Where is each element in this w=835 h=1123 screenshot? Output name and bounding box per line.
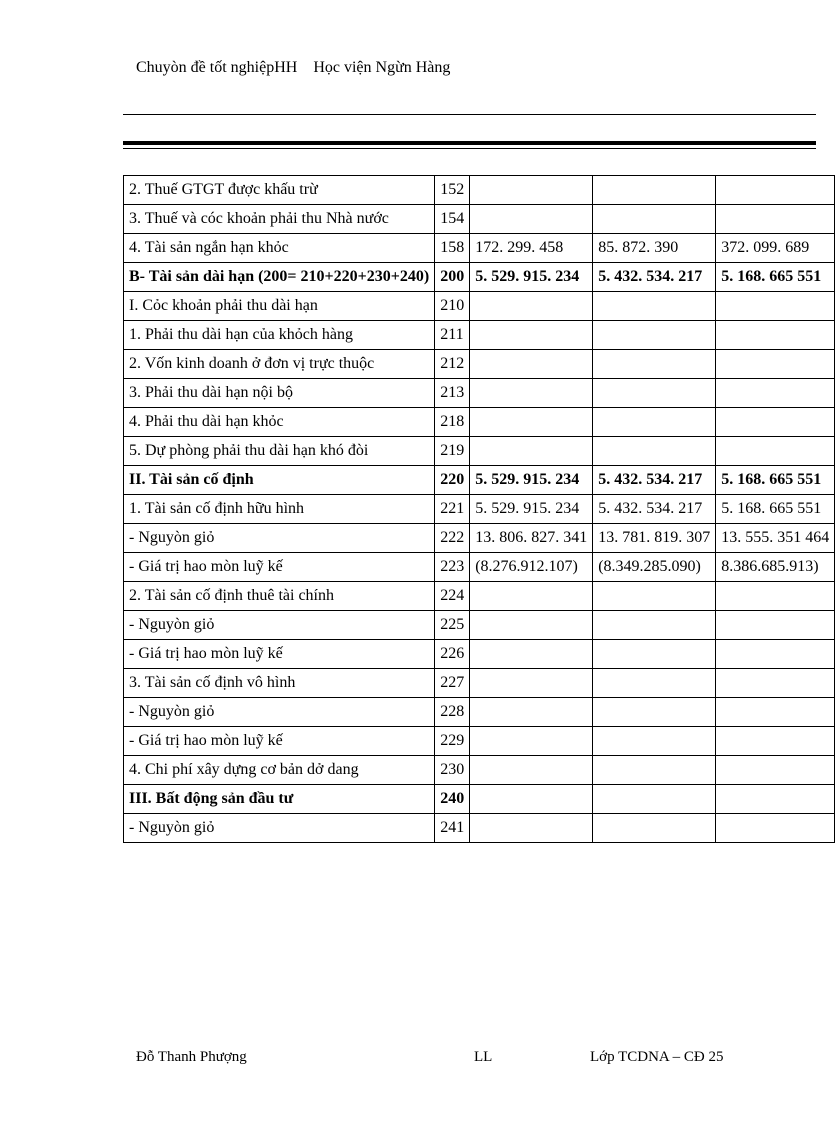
row-value-1-cell: (8.276.912.107) xyxy=(470,553,593,582)
row-value-3-cell xyxy=(716,437,835,466)
row-value-2-cell xyxy=(593,611,716,640)
row-code-cell: 152 xyxy=(435,176,470,205)
row-value-1-cell: 5. 529. 915. 234 xyxy=(470,466,593,495)
row-code-cell: 226 xyxy=(435,640,470,669)
row-value-3-cell xyxy=(716,321,835,350)
row-value-1-cell xyxy=(470,582,593,611)
row-name-cell: - Nguyòn giỏ xyxy=(124,524,435,553)
row-name-cell: - Giá trị hao mòn luỹ kế xyxy=(124,727,435,756)
row-value-3-cell: 5. 168. 665 551 xyxy=(716,263,835,292)
header-rule-thin xyxy=(123,114,816,115)
row-value-3-cell xyxy=(716,756,835,785)
row-value-3-cell: 8.386.685.913) xyxy=(716,553,835,582)
row-value-1-cell xyxy=(470,321,593,350)
row-code-cell: 228 xyxy=(435,698,470,727)
row-value-1-cell xyxy=(470,611,593,640)
row-value-3-cell xyxy=(716,350,835,379)
table-row xyxy=(124,321,835,350)
row-value-2-cell xyxy=(593,176,716,205)
row-value-1-cell xyxy=(470,437,593,466)
row-name-cell: 5. Dự phòng phải thu dài hạn khó đòi xyxy=(124,437,435,466)
row-code-cell: 211 xyxy=(435,321,470,350)
row-name-cell: 2. Vốn kinh doanh ở đơn vị trực thuộc xyxy=(124,350,435,379)
row-value-1-cell xyxy=(470,292,593,321)
footer-page-number: LL xyxy=(474,1049,493,1065)
row-value-1-cell xyxy=(470,379,593,408)
row-name-cell: 4. Tài sản ngắn hạn khỏc xyxy=(124,234,435,263)
table-row xyxy=(124,640,835,669)
row-code-cell: 224 xyxy=(435,582,470,611)
row-code-cell: 210 xyxy=(435,292,470,321)
row-code-cell: 229 xyxy=(435,727,470,756)
row-name-cell: I. Cỏc khoản phải thu dài hạn xyxy=(124,292,435,321)
row-code-cell: 223 xyxy=(435,553,470,582)
row-value-1-cell xyxy=(470,814,593,843)
table-row xyxy=(124,437,835,466)
row-name-cell: B- Tài sản dài hạn (200= 210+220+230+240) xyxy=(124,263,435,292)
row-value-2-cell xyxy=(593,640,716,669)
row-value-1-cell: 5. 529. 915. 234 xyxy=(470,495,593,524)
row-value-2-cell xyxy=(593,292,716,321)
table-row xyxy=(124,553,835,582)
row-value-2-cell xyxy=(593,727,716,756)
header-rule-thick xyxy=(123,141,816,145)
table-row xyxy=(124,785,835,814)
row-value-3-cell xyxy=(716,640,835,669)
row-name-cell: - Giá trị hao mòn luỹ kế xyxy=(124,640,435,669)
row-value-3-cell xyxy=(716,582,835,611)
row-code-cell: 200 xyxy=(435,263,470,292)
row-code-cell: 241 xyxy=(435,814,470,843)
row-code-cell: 154 xyxy=(435,205,470,234)
row-value-2-cell: 13. 781. 819. 307 xyxy=(593,524,716,553)
row-value-2-cell xyxy=(593,205,716,234)
row-code-cell: 220 xyxy=(435,466,470,495)
row-name-cell: 4. Chi phí xây dựng cơ bản dở dang xyxy=(124,756,435,785)
table-row xyxy=(124,582,835,611)
table-row xyxy=(124,292,835,321)
table-row xyxy=(124,263,835,292)
row-name-cell: 2. Tài sản cố định thuê tài chính xyxy=(124,582,435,611)
row-value-2-cell xyxy=(593,698,716,727)
row-value-3-cell xyxy=(716,698,835,727)
row-name-cell: - Nguyòn giỏ xyxy=(124,814,435,843)
row-value-2-cell xyxy=(593,785,716,814)
row-value-3-cell: 13. 555. 351 464 xyxy=(716,524,835,553)
row-value-1-cell xyxy=(470,727,593,756)
row-code-cell: 230 xyxy=(435,756,470,785)
row-value-2-cell: 5. 432. 534. 217 xyxy=(593,495,716,524)
table-row xyxy=(124,727,835,756)
row-value-1-cell xyxy=(470,785,593,814)
row-name-cell: 1. Tài sản cố định hữu hình xyxy=(124,495,435,524)
table-row xyxy=(124,495,835,524)
row-value-1-cell xyxy=(470,408,593,437)
row-value-3-cell xyxy=(716,292,835,321)
row-code-cell: 212 xyxy=(435,350,470,379)
row-value-3-cell xyxy=(716,814,835,843)
page-header: Chuyòn đề tốt nghiệpHH Học viện Ngừn Hàng xyxy=(136,59,451,76)
table-row xyxy=(124,408,835,437)
row-value-1-cell xyxy=(470,756,593,785)
row-value-2-cell: (8.349.285.090) xyxy=(593,553,716,582)
footer-class: Lớp TCDNA – CĐ 25 xyxy=(590,1049,724,1065)
row-code-cell: 221 xyxy=(435,495,470,524)
row-name-cell: II. Tài sản cố định xyxy=(124,466,435,495)
row-value-2-cell xyxy=(593,437,716,466)
table-row xyxy=(124,756,835,785)
row-value-2-cell: 5. 432. 534. 217 xyxy=(593,263,716,292)
row-value-1-cell xyxy=(470,205,593,234)
row-name-cell: 3. Phải thu dài hạn nội bộ xyxy=(124,379,435,408)
row-code-cell: 240 xyxy=(435,785,470,814)
footer-author: Đỗ Thanh Phượng xyxy=(136,1049,247,1065)
table-row xyxy=(124,698,835,727)
row-code-cell: 225 xyxy=(435,611,470,640)
balance-sheet-body xyxy=(124,176,835,843)
table-row xyxy=(124,466,835,495)
row-code-cell: 218 xyxy=(435,408,470,437)
table-row xyxy=(124,814,835,843)
row-value-3-cell xyxy=(716,176,835,205)
row-value-2-cell xyxy=(593,350,716,379)
row-code-cell: 158 xyxy=(435,234,470,263)
row-code-cell: 222 xyxy=(435,524,470,553)
row-value-3-cell: 372. 099. 689 xyxy=(716,234,835,263)
row-value-2-cell xyxy=(593,408,716,437)
row-value-1-cell: 13. 806. 827. 341 xyxy=(470,524,593,553)
row-value-3-cell: 5. 168. 665 551 xyxy=(716,466,835,495)
row-name-cell: - Nguyòn giỏ xyxy=(124,611,435,640)
table-row xyxy=(124,205,835,234)
row-value-1-cell xyxy=(470,698,593,727)
row-value-2-cell: 5. 432. 534. 217 xyxy=(593,466,716,495)
row-value-2-cell xyxy=(593,756,716,785)
row-value-3-cell xyxy=(716,379,835,408)
row-value-3-cell xyxy=(716,205,835,234)
row-code-cell: 213 xyxy=(435,379,470,408)
table-row xyxy=(124,176,835,205)
row-name-cell: 3. Thuế và cóc khoản phải thu Nhà nước xyxy=(124,205,435,234)
row-code-cell: 227 xyxy=(435,669,470,698)
row-value-1-cell xyxy=(470,176,593,205)
row-value-3-cell: 5. 168. 665 551 xyxy=(716,495,835,524)
row-name-cell: 1. Phải thu dài hạn của khỏch hàng xyxy=(124,321,435,350)
row-value-2-cell xyxy=(593,379,716,408)
row-value-3-cell xyxy=(716,785,835,814)
row-name-cell: 3. Tài sản cố định vô hình xyxy=(124,669,435,698)
row-value-3-cell xyxy=(716,408,835,437)
row-value-3-cell xyxy=(716,611,835,640)
header-rule-double xyxy=(123,148,816,149)
row-value-1-cell xyxy=(470,640,593,669)
balance-sheet-table xyxy=(123,175,835,843)
row-name-cell: - Giá trị hao mòn luỹ kế xyxy=(124,553,435,582)
table-row xyxy=(124,611,835,640)
row-value-2-cell xyxy=(593,814,716,843)
row-name-cell: - Nguyòn giỏ xyxy=(124,698,435,727)
table-row xyxy=(124,350,835,379)
table-row xyxy=(124,379,835,408)
table-row xyxy=(124,234,835,263)
row-name-cell: 2. Thuế GTGT được khấu trừ xyxy=(124,176,435,205)
row-value-2-cell xyxy=(593,669,716,698)
row-value-3-cell xyxy=(716,727,835,756)
row-name-cell: III. Bất động sản đầu tư xyxy=(124,785,435,814)
table-row xyxy=(124,669,835,698)
row-code-cell: 219 xyxy=(435,437,470,466)
row-value-2-cell: 85. 872. 390 xyxy=(593,234,716,263)
row-value-3-cell xyxy=(716,669,835,698)
row-name-cell: 4. Phải thu dài hạn khỏc xyxy=(124,408,435,437)
row-value-1-cell xyxy=(470,669,593,698)
row-value-1-cell xyxy=(470,350,593,379)
table-row xyxy=(124,524,835,553)
row-value-2-cell xyxy=(593,321,716,350)
row-value-1-cell: 5. 529. 915. 234 xyxy=(470,263,593,292)
row-value-1-cell: 172. 299. 458 xyxy=(470,234,593,263)
row-value-2-cell xyxy=(593,582,716,611)
